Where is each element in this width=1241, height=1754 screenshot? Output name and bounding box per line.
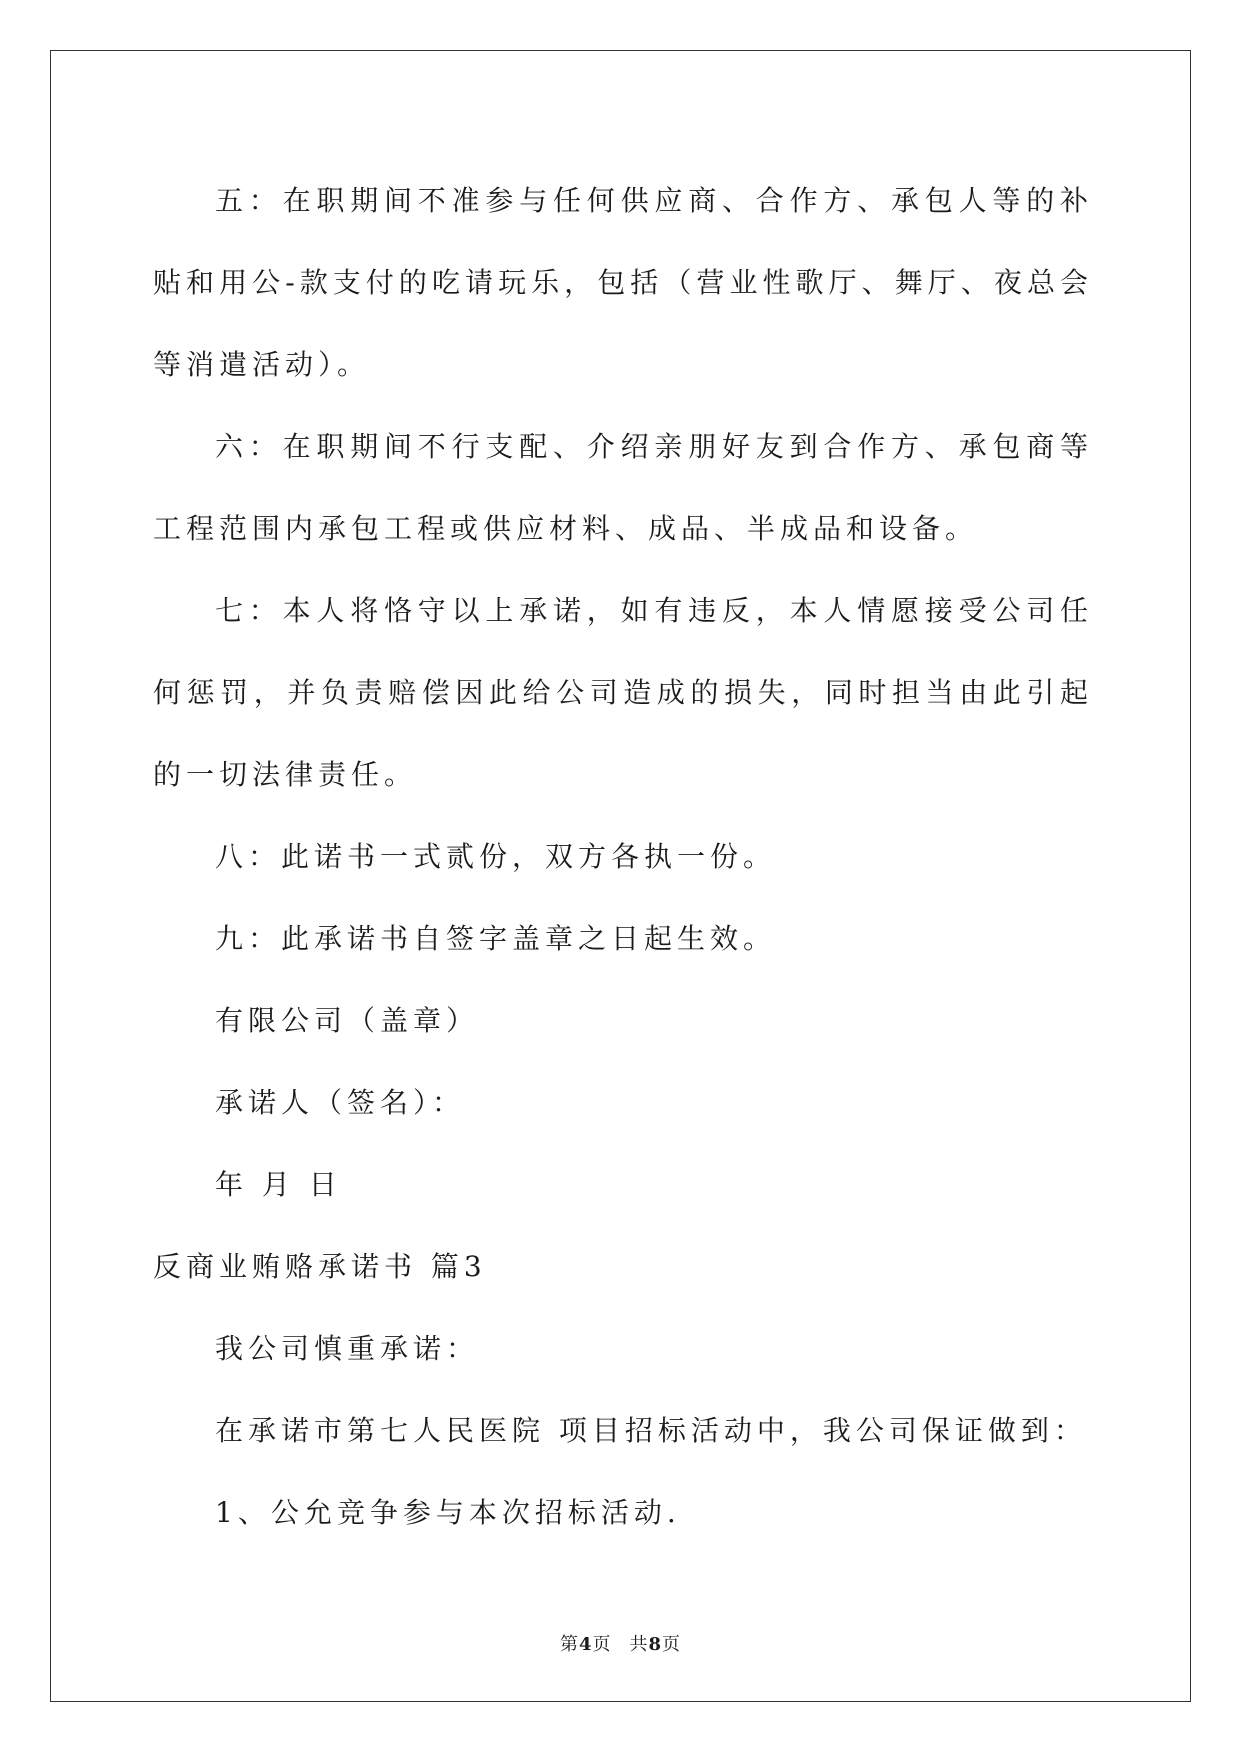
- commitment-intro: 我公司慎重承诺：: [215, 1332, 480, 1365]
- commitment-context: 在承诺市第七人民医院 项目招标活动中，我公司保证做到：: [215, 1414, 1087, 1447]
- section-heading: 反商业贿赂承诺书 篇3: [153, 1250, 487, 1283]
- document-body: [153, 160, 1093, 1554]
- paragraph-six: 六：在职期间不行支配、介绍亲朋好友到合作方、承包商等工程范围内承包工程或供应材料、成品、半成品和设备。: [153, 430, 1093, 545]
- page-prefix: 第: [559, 1634, 579, 1655]
- company-seal-line: 有限公司（盖章）: [215, 1004, 480, 1037]
- paragraph-five: 五：在职期间不准参与任何供应商、合作方、承包人等的补贴和用公-款支付的吃请玩乐，包括（营业性歌厅、舞厅、夜总会等消遣活动）。: [153, 184, 1093, 381]
- paragraph-seven: 七：本人将恪守以上承诺，如有违反，本人情愿接受公司任何惩罚，并负责赔偿因此给公司造成的损失，同时担当由此引起的一切法律责任。: [153, 594, 1093, 791]
- page-footer: [0, 1630, 1241, 1656]
- total-pages: 8: [648, 1634, 663, 1655]
- paragraph-nine: 九：此承诺书自签字盖章之日起生效。: [215, 922, 777, 955]
- page-suffix: 页: [592, 1634, 612, 1655]
- commitment-item-1: 1、公允竞争参与本次招标活动.: [215, 1496, 681, 1529]
- signatory-line: 承诺人（签名）：: [215, 1086, 466, 1119]
- page-number: 4: [578, 1634, 593, 1655]
- total-prefix: 共: [629, 1634, 649, 1655]
- total-suffix: 页: [662, 1634, 682, 1655]
- date-line: 年 月 日: [215, 1168, 342, 1201]
- paragraph-eight: 八：此诺书一式贰份，双方各执一份。: [215, 840, 777, 873]
